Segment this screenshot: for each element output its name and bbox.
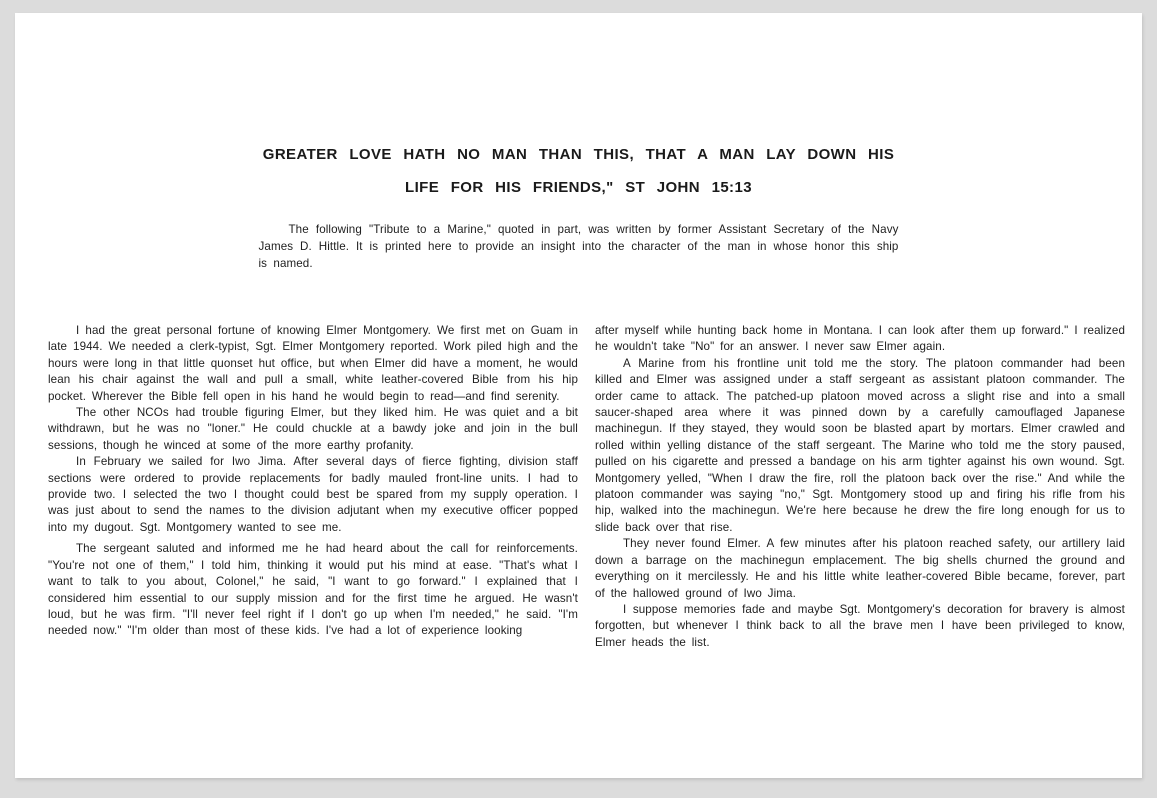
- paragraph: The sergeant saluted and informed me he had heard about the call for reinforcements. "You're not one of them," I told him, thinking it would put his mind at ease. "That's what I want to talk to you about, Colonel," he said, "I want to go forward." I explained that I considered him essential to our supply mission and for the first time he argued. He wasn't loud, but he was firm. "I'll never feel right if I don't go up when I'm needed," he said. "I'm needed now." "I'm older than most of these kids. I've had a lot of experience looking: [48, 542, 578, 638]
- paragraph: In February we sailed for Iwo Jima. After several days of fierce fighting, division staff sections were ordered to provide replacements for badly mauled front-line units. I had to provide two. I selected the two I thought could best be spared from my supply operation. I was just about to send the names to the division adjutant when my executive officer popped into my dugout. Sgt. Montgomery wanted to see me.: [48, 455, 578, 534]
- intro-paragraph: The following "Tribute to a Marine," quoted in part, was written by former Assistant Secretary of the Navy James D. Hittle. It is printed here to provide an insight into the character of the man in whose honor this ship is named.: [258, 223, 899, 270]
- heading-quote-line2: LIFE FOR HIS FRIENDS," ST JOHN 15:13: [405, 179, 752, 196]
- text-column-right: [595, 323, 1125, 651]
- heading-quote-line1: GREATER LOVE HATH NO MAN THAN THIS, THAT A MAN LAY DOWN HIS: [262, 146, 895, 163]
- paragraph: I had the great personal fortune of knowing Elmer Montgomery. We first met on Guam in late 1944. We needed a clerk-typist, Sgt. Elmer Montgomery reported. Work piled high and the hours were long in that little quonset hut office, but when Elmer did have a moment, he would lean his chair against the wall and pull a small, white leather-covered Bible from his hip pocket. Wherever the Bible fell open in his hand he would begin to read—and find serenity.: [48, 324, 578, 403]
- heading-quote: [15, 138, 1142, 204]
- paragraph: They never found Elmer. A few minutes after his platoon reached safety, our artillery laid down a barrage on the machinegun emplacement. The big shells churned the ground and everything on it mercilessly. He and his little white leather-covered Bible became, forever, part of the hallowed ground of Iwo Jima.: [595, 537, 1125, 600]
- paragraph: I suppose memories fade and maybe Sgt. Montgomery's decoration for bravery is almost forgotten, but whenever I think back to all the brave men I have been privileged to know, Elmer heads the list.: [595, 602, 1125, 649]
- paragraph: after myself while hunting back home in Montana. I can look after them up forward." I realized he wouldn't take "No" for an answer. I never saw Elmer again.: [595, 324, 1125, 354]
- paragraph: The other NCOs had trouble figuring Elmer, but they liked him. He was quiet and a bit withdrawn, but he was no "loner." He could chuckle at a bawdy joke and join in the bull sessions, though he winced at some of the more earthy profanity.: [48, 406, 578, 452]
- two-column-body: [15, 323, 1142, 651]
- document-page: [15, 13, 1142, 778]
- text-column-left: [48, 323, 578, 651]
- paragraph: A Marine from his frontline unit told me the story. The platoon commander had been killed and Elmer was assigned under a staff sergeant as assistant platoon commander. The order came to attack. The patched-up platoon moved across a slight rise and into a small saucer-shaped area where it was pinned down by a carefully camouflaged Japanese machinegun. If they stayed, they would soon be blasted apart by mortars. Elmer crawled and rolled within yelling distance of the staff sergeant. The Marine who told me the story paused, pulled on his cigarette and pressed a bandage on his arm tighter against his own wound. Sgt. Montgomery yelled, "When I draw the fire, roll the platoon back over the rise." And while the platoon commander was saying "no," Sgt. Montgomery stood up and firing his rifle from his hip, walked into the machinegun. We're here because he drew the fire long enough for us to slide back over that rise.: [595, 356, 1125, 534]
